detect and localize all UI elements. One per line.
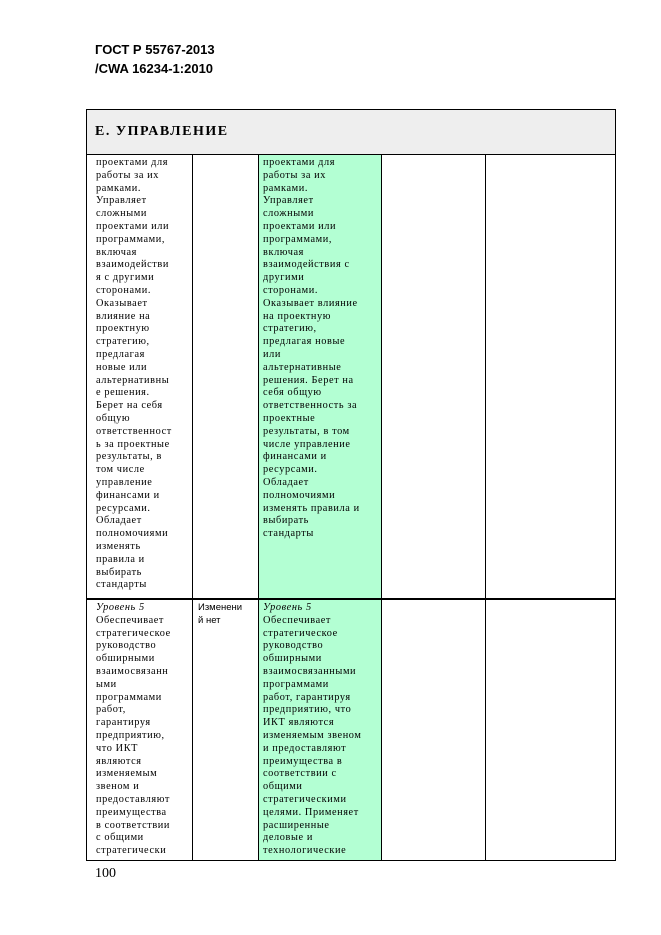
cell-original <box>87 599 193 861</box>
cell-text: проектами для работы за их рамками. Управляет сложными проектами или программами, включая взаимодействи я с другими сторонами. Оказывает влияние на проектную стратегию, предлагая новые или альтернативны е решения. Берет на себя общую ответственност ь за проектные результаты, в том числе управление финансами и ресурсами. Обладает полномочиями изменять правила и выбирать стандарты <box>96 157 172 591</box>
no-changes-text: Изменени й нет <box>198 602 243 626</box>
page-number: 100 <box>95 866 116 881</box>
level-description: Обеспечивает стратегическое руководство обширными взаимосвязанными программами работ, гарантируя предприятию, что ИКТ являются изменяемым звеном и предоставляют преимущества в соответствии с общими стратегическими целями. Применяет расширенные деловые и технологические <box>263 614 362 857</box>
cell-adopted <box>259 155 382 600</box>
cell-changes <box>193 155 259 600</box>
cell-changes <box>193 599 259 861</box>
table-row <box>87 599 616 861</box>
level-label: Уровень 5 <box>263 602 312 613</box>
cwa-code: /CWA 16234-1:2010 <box>95 61 214 76</box>
competence-table <box>86 109 616 861</box>
cell-empty <box>382 155 486 600</box>
cell-empty <box>382 599 486 861</box>
cell-text <box>87 600 192 860</box>
cell-adopted <box>259 599 382 861</box>
cell-text: проектами для работы за их рамками. Управляет сложными проектами или программами, включая взаимодействия с другими сторонами. Оказывает влияние на проектную стратегию, предлагая новые или альтернативные решения. Берет на себя общую ответственность за проектные результаты, в том числе управление финансами и ресурсами. Обладает полномочиями изменять правила и выбирать стандарты <box>263 157 360 540</box>
level-description: Обеспечивает стратегическое руководство обширными взаимосвязанн ыми программами работ, гарантируя предприятию, что ИКТ являются изменяемым звеном и предоставляют преимущества в соответствии с общими стратегически <box>96 614 171 857</box>
standard-code: ГОСТ Р 55767-2013 <box>95 42 215 57</box>
document-header <box>95 40 215 78</box>
section-title: E. УПРАВЛЕНИЕ <box>87 110 616 155</box>
cell-text <box>193 155 258 159</box>
cell-empty <box>486 599 616 861</box>
cell-original <box>87 155 193 600</box>
cell-empty <box>486 155 616 600</box>
cell-text <box>259 600 381 860</box>
section-row <box>87 110 616 155</box>
level-label: Уровень 5 <box>96 602 145 613</box>
table-row <box>87 155 616 600</box>
